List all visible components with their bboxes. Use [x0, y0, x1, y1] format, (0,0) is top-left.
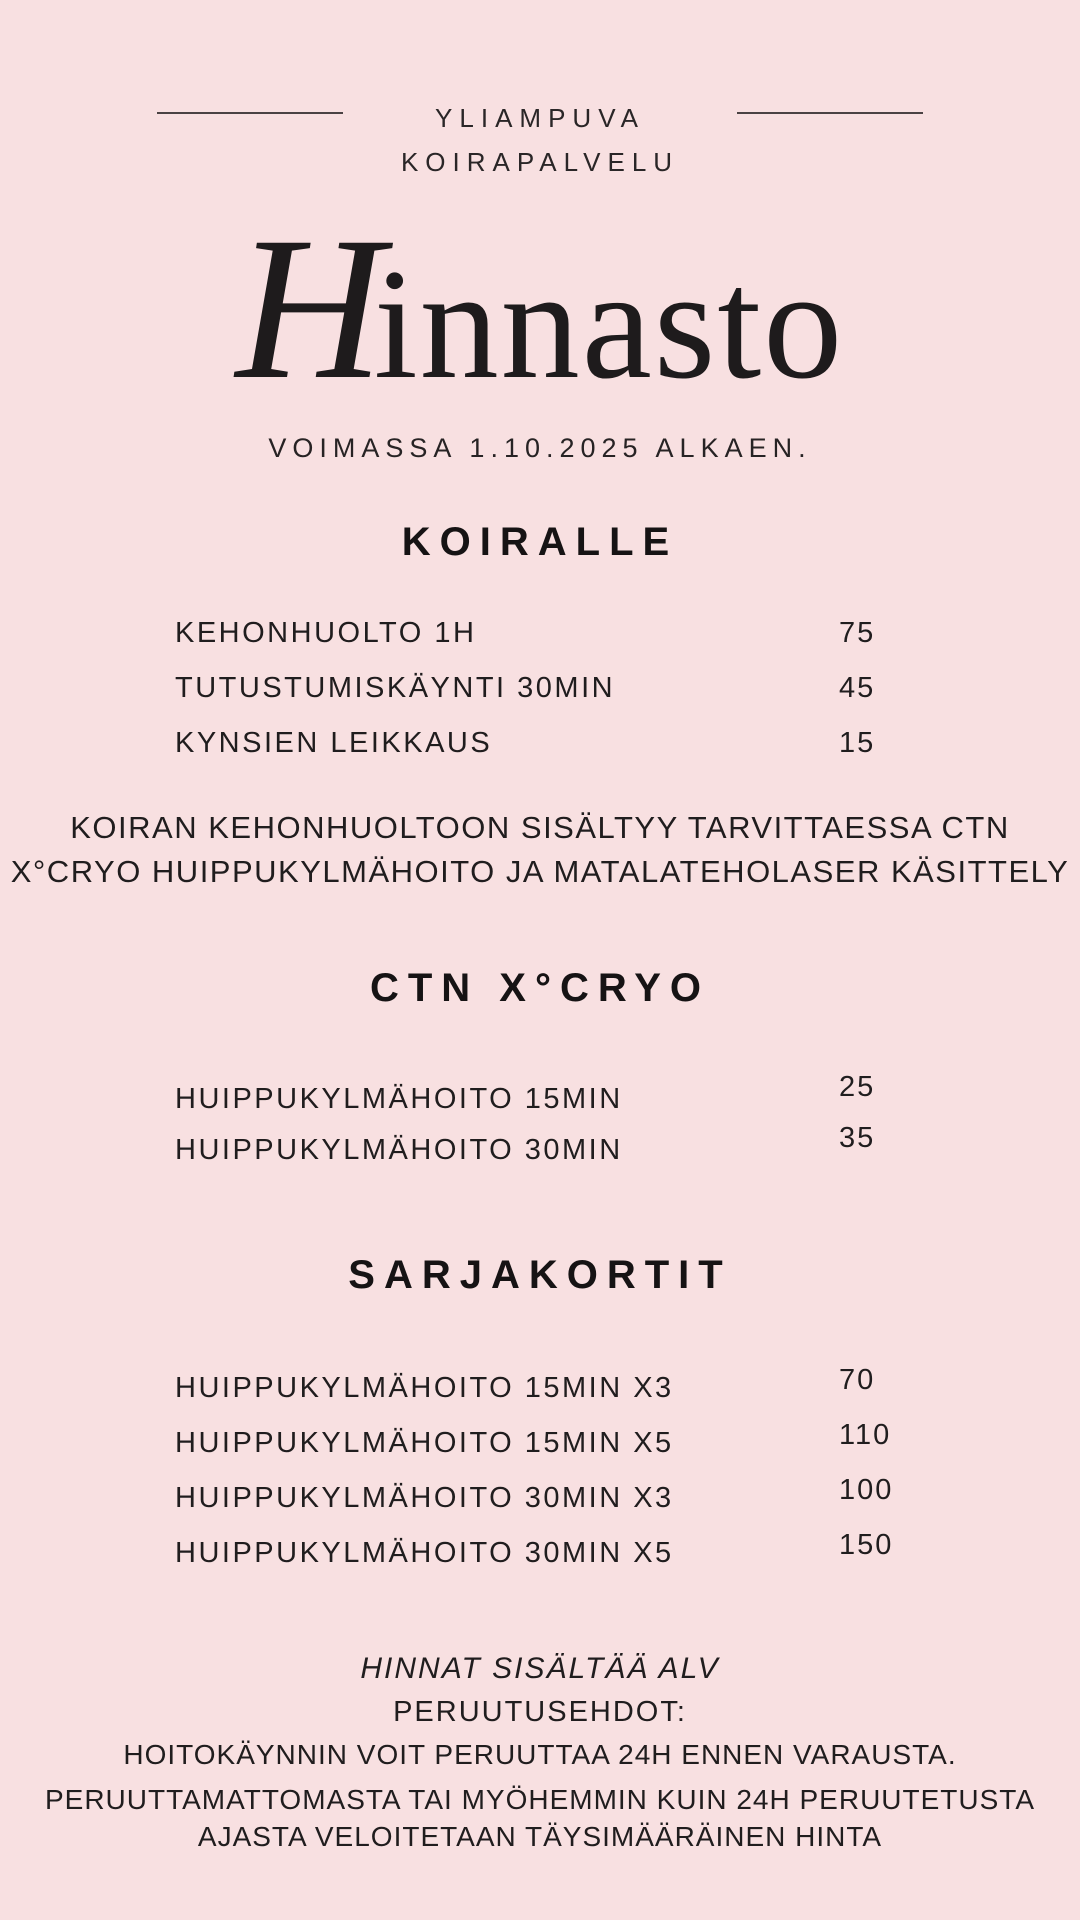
- service-price: 150: [839, 1529, 894, 1562]
- page-title: [0, 195, 1080, 423]
- validity-date: VOIMASSA 1.10.2025 ALKAEN.: [268, 433, 812, 464]
- brand-name-line1: YLIAMPUVA: [435, 103, 645, 133]
- service-label: HUIPPUKYLMÄHOITO 30MIN X5: [175, 1537, 674, 1570]
- price-row: [175, 1071, 905, 1116]
- service-price: 45: [839, 672, 876, 705]
- service-price: 110: [839, 1419, 892, 1452]
- service-label: KEHONHUOLTO 1H: [175, 617, 477, 650]
- service-label: TUTUSTUMISKÄYNTI 30MIN: [175, 672, 616, 705]
- price-row: [175, 1474, 905, 1515]
- page-title-rest: innasto: [373, 237, 845, 413]
- cancellation-terms-line2: PERUUTTAMATTOMASTA TAI MYÖHEMMIN KUIN 24H PERUUTETUSTA AJASTA VELOITETAAN TÄYSIMÄÄRÄINEN HINTA: [44, 1784, 1035, 1853]
- section-heading-koiralle: KOIRALLE: [401, 520, 679, 565]
- price-list-koiralle: [175, 617, 905, 760]
- vat-note: HINNAT SISÄLTÄÄ ALV: [360, 1652, 720, 1686]
- section-ctn-xcryo: [0, 966, 1080, 1167]
- service-label: HUIPPUKYLMÄHOITO 30MIN: [175, 1134, 623, 1167]
- service-price: 25: [839, 1071, 876, 1104]
- price-row: [175, 1364, 905, 1405]
- price-list-sarjakortit: [175, 1364, 905, 1570]
- service-price: 100: [839, 1474, 894, 1507]
- cancellation-terms-line1: HOITOKÄYNNIN VOIT PERUUTTAA 24H ENNEN VARAUSTA.: [123, 1739, 957, 1771]
- price-row: [175, 1529, 905, 1570]
- price-row: [175, 1122, 905, 1167]
- service-price: 35: [839, 1122, 876, 1155]
- service-label: HUIPPUKYLMÄHOITO 30MIN X3: [175, 1482, 674, 1515]
- price-row: [175, 727, 905, 760]
- decorative-line-left: [157, 112, 343, 114]
- service-label: HUIPPUKYLMÄHOITO 15MIN X3: [175, 1372, 674, 1405]
- brand-name: [401, 96, 679, 184]
- service-label: HUIPPUKYLMÄHOITO 15MIN: [175, 1083, 623, 1116]
- cancellation-terms-title: PERUUTUSEHDOT:: [393, 1696, 687, 1729]
- brand-name-line2: KOIRAPALVELU: [400, 147, 680, 178]
- price-row: [175, 1419, 905, 1460]
- service-price: 15: [839, 727, 876, 760]
- brand-header: [0, 0, 1080, 184]
- service-price: 75: [839, 617, 876, 650]
- footer-terms: [0, 1652, 1080, 1856]
- service-price: 70: [839, 1364, 876, 1397]
- decorative-line-right: [737, 112, 923, 114]
- section-heading-ctn-xcryo: CTN X°CRYO: [369, 966, 711, 1011]
- page-title-initial: H: [235, 195, 384, 423]
- section-note: KOIRAN KEHONHUOLTOON SISÄLTYY TARVITTAESSA CTN X°CRYO HUIPPUKYLMÄHOITO JA MATALATEHOLASER KÄSITTELY: [10, 810, 1070, 890]
- service-label: KYNSIEN LEIKKAUS: [175, 727, 493, 760]
- service-label: HUIPPUKYLMÄHOITO 15MIN X5: [175, 1427, 674, 1460]
- price-list-ctn-xcryo: [175, 1071, 905, 1167]
- price-row: [175, 617, 905, 650]
- price-row: [175, 672, 905, 705]
- section-koiralle: [0, 520, 1080, 894]
- section-heading-sarjakortit: SARJAKORTIT: [348, 1253, 732, 1298]
- section-sarjakortit: [0, 1253, 1080, 1570]
